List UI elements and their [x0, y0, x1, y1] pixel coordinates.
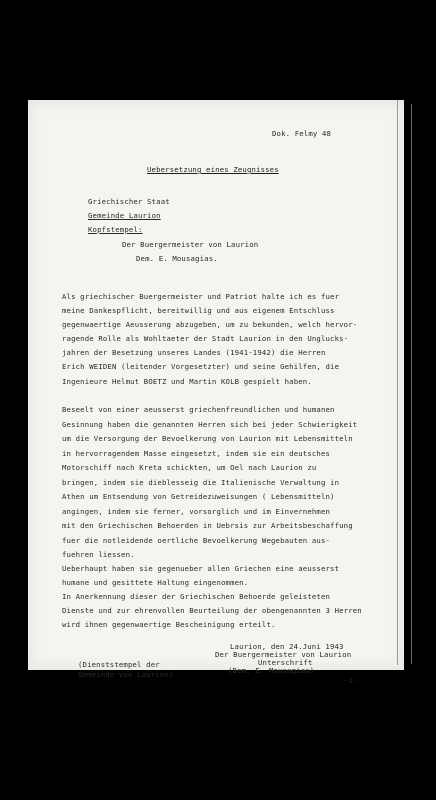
para2-line: Motorschiff nach Kreta schickten, um Oel nach Laurion zu: [62, 463, 317, 472]
para2-line: In Anerkennung dieser der Griechischen Behoerde geleisteten: [62, 592, 331, 601]
closing-office: Der Buergermeister von Laurion: [215, 650, 352, 659]
closing-name: (Dem. E. Mousagias): [228, 666, 315, 675]
header-mayor-name: Dem. E. Mousagias.: [136, 254, 218, 263]
header-state: Griechischer Staat: [88, 197, 170, 206]
para2-line: humane und gesittete Haltung eingenommen.: [62, 578, 249, 587]
para1-line: Erich WEIDEN (leitender Vorgesetzter) und seine Gehilfen, die: [62, 362, 340, 371]
para2-line: Dienste und zur ehrenvollen Beurteilung der obengenannten 3 Herren: [62, 606, 362, 615]
para2-line: Gesinnung haben die genannten Herren sich bei jeder Schwierigkeit: [62, 420, 358, 429]
page-number: -2-: [344, 676, 358, 685]
para2-line: wird ihnen gegenwaertige Bescheinigung erteilt.: [62, 620, 276, 629]
para1-line: Als griechischer Buergermeister und Patriot halte ich es fuer: [62, 292, 340, 301]
para2-line: bringen, indem sie dieblesseig die Italienische Verwaltung in: [62, 478, 340, 487]
para1-line: gegenwaertige Aeusserung abzugeben, um zu bekunden, welch hervor-: [62, 320, 358, 329]
document-reference: Dok. Felmy 48: [272, 129, 332, 138]
stamp-line: (Dienststempel der: [78, 660, 160, 669]
page-edge-shadow: [411, 104, 412, 664]
para2-line: in hervorragendem Masse eingesetzt, indem sie ein deutsches: [62, 449, 331, 458]
page-edge-line: [397, 100, 398, 665]
closing-signature-label: Unterschrift: [258, 658, 313, 667]
header-mayor-title: Der Buergermeister von Laurion: [122, 240, 259, 249]
para2-line: angingen, indem sie ferner, vorsorglich und im Einvernehmen: [62, 507, 331, 516]
para2-line: fuehren liessen.: [62, 550, 135, 559]
para1-line: ragende Rolle als Wohltaeter der Stadt Laurion in den Unglucks-: [62, 334, 349, 343]
para2-line: fuer die notleidende oertliche Bevoelkerung Wegebauten aus-: [62, 536, 331, 545]
para1-line: jahren der Besetzung unseres Landes (1941-1942) die Herren: [62, 348, 326, 357]
document-title: Uebersetzung eines Zeugnisses: [147, 165, 279, 174]
closing-place-date: Laurion, den 24.Juni 1943: [230, 642, 344, 651]
para1-line: Ingenieure Helmut BOETZ und Martin KOLB gespielt haben.: [62, 377, 312, 386]
header-letterhead-label: Kopfstempel:: [88, 225, 143, 234]
para2-line: Beseelt von einer aeusserst griechenfreundlichen und humanen: [62, 405, 335, 414]
stamp-line: Gemeinde von Laurion): [78, 670, 174, 679]
header-municipality: Gemeinde Laurion: [88, 211, 161, 220]
para2-line: Athen um Entsendung von Getreidezuweisungen ( Lebensmitteln): [62, 492, 335, 501]
para1-line: meine Dankespflicht, bereitwillig und aus eigenem Entschluss: [62, 306, 335, 315]
para2-line: Ueberhaupt haben sie gegenueber allen Griechen eine aeusserst: [62, 564, 340, 573]
para2-line: mit den Griechischen Behoerden in Uebrsis zur Arbeitsbeschaffung: [62, 521, 353, 530]
para2-line: um die Versorgung der Bevoelkerung von Laurion mit Lebensmitteln: [62, 434, 353, 443]
